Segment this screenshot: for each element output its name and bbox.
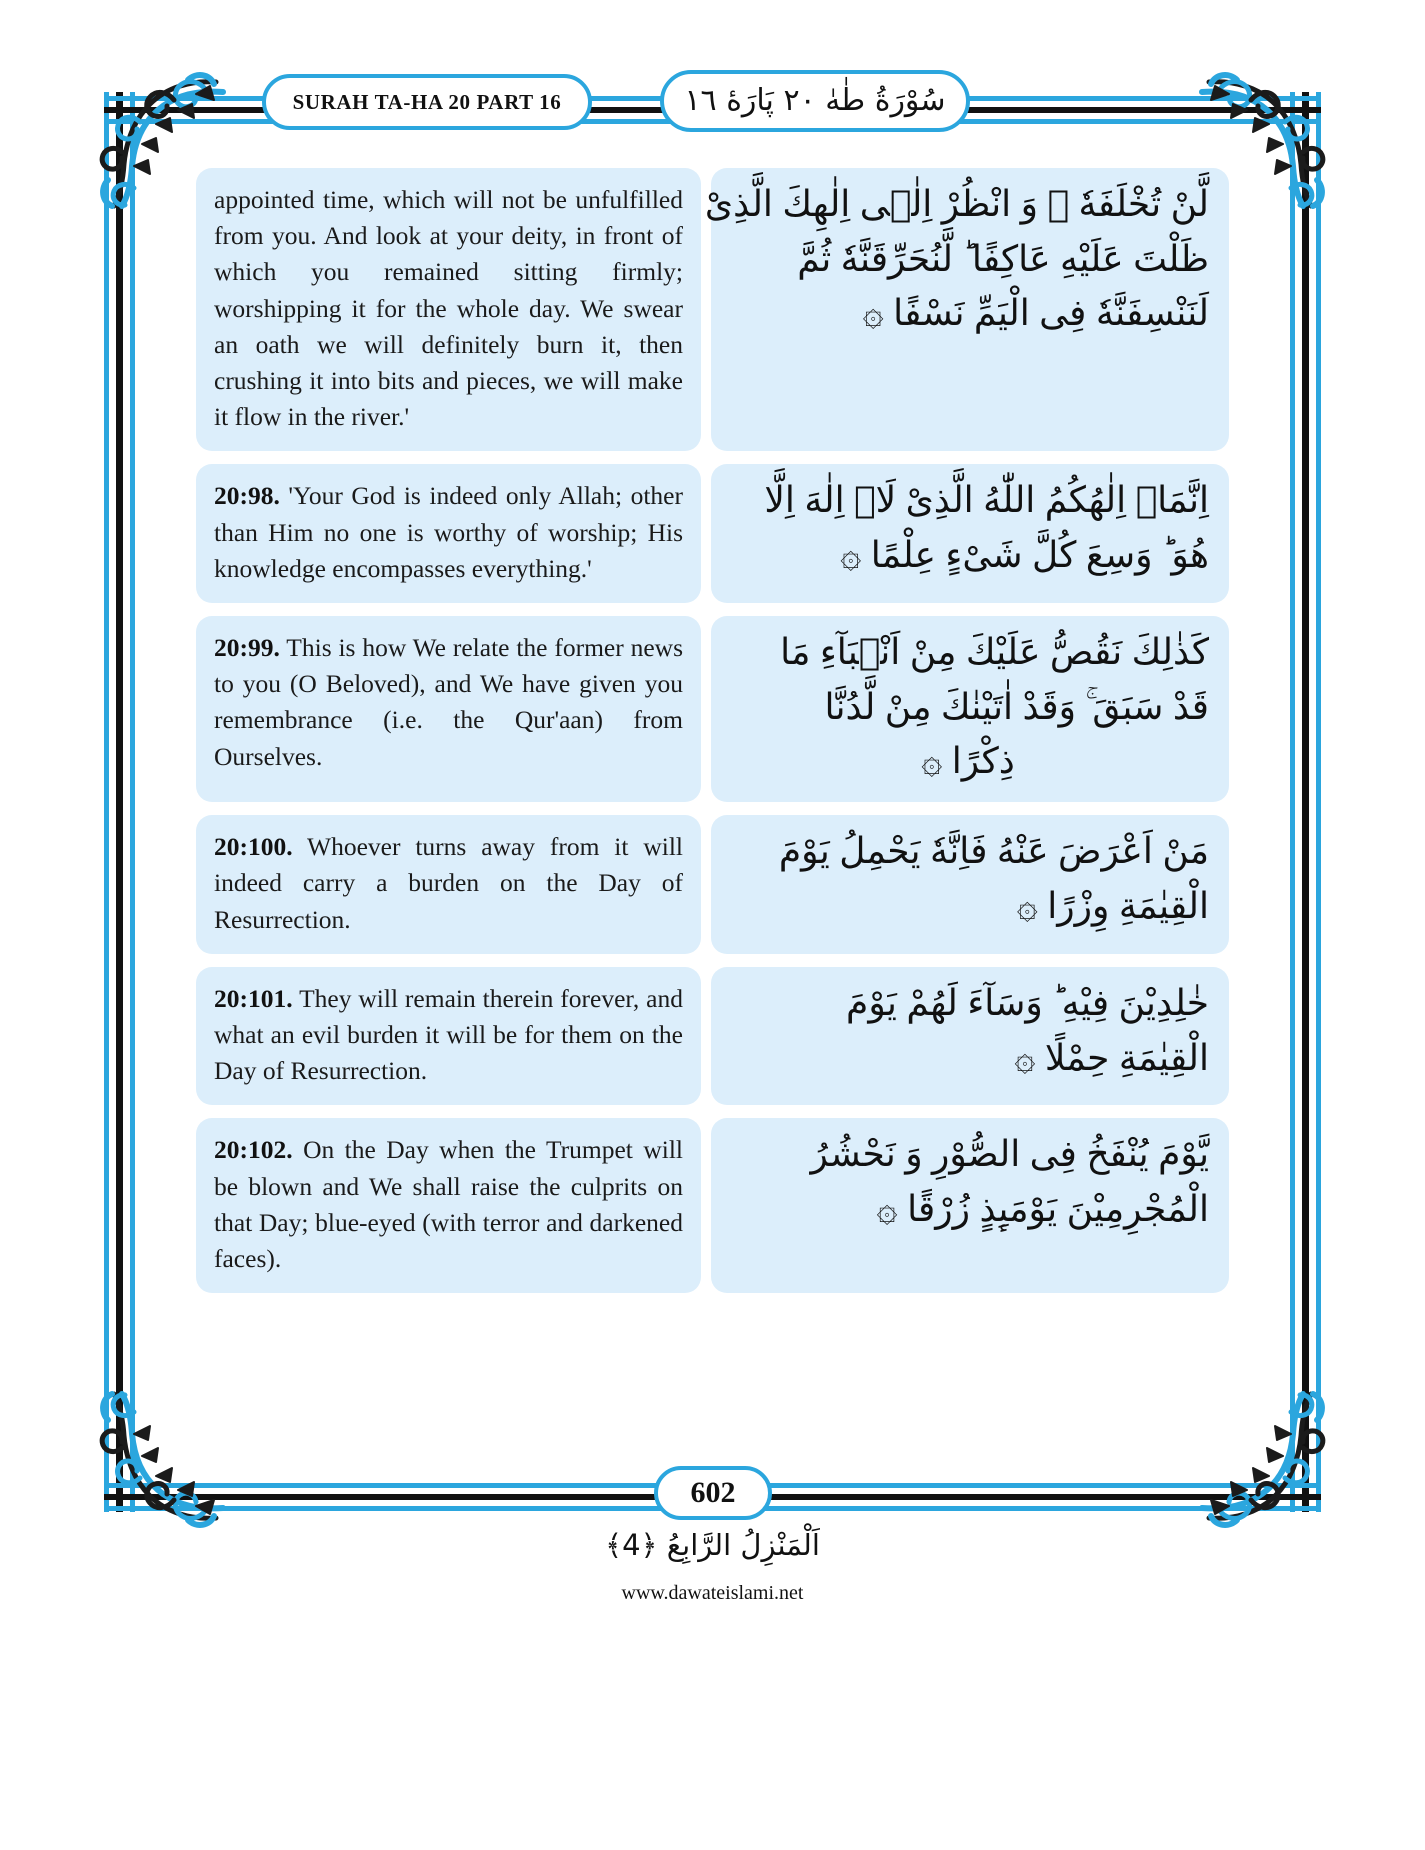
verse-row	[196, 967, 1229, 1106]
verse-arabic-line: الْقِیٰمَةِ وِزْرًا ۞	[1016, 885, 1209, 927]
frame-line-left-inner	[130, 92, 135, 1512]
verse-english-cell	[196, 1118, 701, 1293]
verse-list	[196, 168, 1229, 1306]
verse-arabic-line: خٰلِدِیْنَ فِیْهِ ؕ وَسَآءَ لَهُمْ یَوْمَ	[846, 982, 1209, 1024]
verse-row	[196, 464, 1229, 603]
page-number-label: 602	[690, 1476, 736, 1509]
verse-number: 20:101.	[214, 983, 293, 1013]
verse-arabic-line: لَنَنْسِفَنَّهٗ فِی الْیَمِّ نَسْفًا ۞	[862, 293, 1209, 335]
verse-number: 20:102.	[214, 1135, 293, 1165]
verse-english-text: appointed time, which will not be unfulfilled from you. And look at your deity, in front of which you remained sitting firmly; worshipping it for the whole day. We swear an oath we will definitely burn it, then crushing it into bits and pieces, we will make it flow in the river.'	[214, 185, 683, 432]
verse-arabic-cell	[711, 464, 1229, 603]
verse-english-text: On the Day when the Trumpet will be blown and We shall raise the culprits on that Day; blue-eyed (with terror and darkened faces).	[214, 1135, 683, 1274]
verse-arabic-line: مَنْ اَعْرَضَ عَنْهُ فَاِنَّهٗ یَحْمِلُ یَوْمَ	[778, 831, 1209, 873]
verse-english-text: Whoever turns away from it will indeed carry a burden on the Day of Resurrection.	[214, 832, 683, 934]
surah-header-arabic	[660, 70, 970, 132]
surah-header-arabic-label: سُوْرَةُ طٰهٰ ٢٠ پَارَهٔ ١٦	[684, 83, 946, 118]
verse-arabic-line: ذِكْرًا ۞	[921, 741, 1015, 783]
frame-line-right-outer	[1290, 92, 1295, 1512]
verse-english-text: They will remain therein forever, and what an evil burden it will be for them on the Day of Resurrection.	[214, 983, 683, 1086]
verse-english-cell	[196, 967, 701, 1106]
verse-english-cell	[196, 815, 701, 954]
verse-arabic-line: الْمُجْرِمِیْنَ یَوْمَىِٕذٍ زُرْقًا ۞	[876, 1189, 1209, 1231]
surah-header-english	[262, 74, 592, 130]
verse-arabic-line: لَّنْ تُخْلَفَهٗ ۚ وَ انْظُرْ اِلٰۤى اِلٰهِكَ الَّذِیْ	[704, 184, 1209, 225]
verse-number: 20:100.	[214, 832, 293, 862]
verse-arabic-cell	[711, 1118, 1229, 1293]
verse-arabic-line: كَذٰلِكَ نَقُصُّ عَلَیْكَ مِنْ اَنْۢبَآءِ مَا	[780, 632, 1209, 674]
verse-arabic-line: قَدْ سَبَقَ ۚ وَقَدْ اٰتَیْنٰكَ مِنْ لَّدُنَّا	[824, 686, 1209, 728]
verse-english-text: 'Your God is indeed only Allah; other than Him no one is worthy of worship; His knowledge encompasses everything.'	[214, 481, 683, 583]
verse-arabic-line: هُوَ ؕ وَسِعَ كُلَّ شَیْءٍ عِلْمًا ۞	[840, 535, 1209, 577]
corner-ornament-icon	[1197, 1390, 1347, 1540]
verse-english-cell	[196, 168, 701, 451]
verse-row	[196, 815, 1229, 954]
verse-arabic-line: اِنَّمَاۤ اِلٰهُكُمُ اللّٰهُ الَّذِیْ لَاۤ اِلٰهَ اِلَّا	[764, 480, 1209, 522]
manzil-label: اَلْمَنْزِلُ الرَّابِعُ ﴿4﴾	[605, 1528, 820, 1562]
verse-arabic-line: یَّوْمَ یُنْفَخُ فِی الصُّوْرِ وَ نَحْشُرُ	[810, 1134, 1209, 1176]
page-number-badge	[654, 1466, 772, 1520]
verse-english-text: This is how We relate the former news to you (O Beloved), and We have given you remembrance (i.e. the Qur'aan) from Ourselves.	[214, 633, 683, 771]
verse-arabic-cell	[711, 967, 1229, 1106]
corner-ornament-icon	[78, 1390, 228, 1540]
verse-arabic-cell	[711, 616, 1229, 802]
verse-arabic-cell	[711, 815, 1229, 954]
frame-line-left-middle	[116, 92, 123, 1512]
frame-line-right-inner	[1316, 92, 1321, 1512]
website-url: www.dawateislami.net	[621, 1582, 804, 1604]
surah-header-english-label: SURAH TA-HA 20 PART 16	[292, 89, 562, 114]
verse-row	[196, 1118, 1229, 1293]
verse-arabic-line: الْقِیٰمَةِ حِمْلًا ۞	[1014, 1037, 1209, 1079]
verse-row	[196, 616, 1229, 802]
verse-row	[196, 168, 1229, 451]
frame-line-left-outer	[104, 92, 109, 1512]
verse-arabic-cell	[704, 168, 1229, 451]
verse-english-cell	[196, 616, 701, 802]
frame-line-right-middle	[1302, 92, 1309, 1512]
verse-arabic-line: ظَلْتَ عَلَیْهِ عَاكِفًا ؕ لَّنُحَرِّقَنَّهٗ ثُمَّ	[797, 238, 1209, 280]
verse-number: 20:98.	[214, 481, 280, 511]
verse-number: 20:99.	[214, 633, 280, 663]
verse-english-cell	[196, 464, 701, 603]
